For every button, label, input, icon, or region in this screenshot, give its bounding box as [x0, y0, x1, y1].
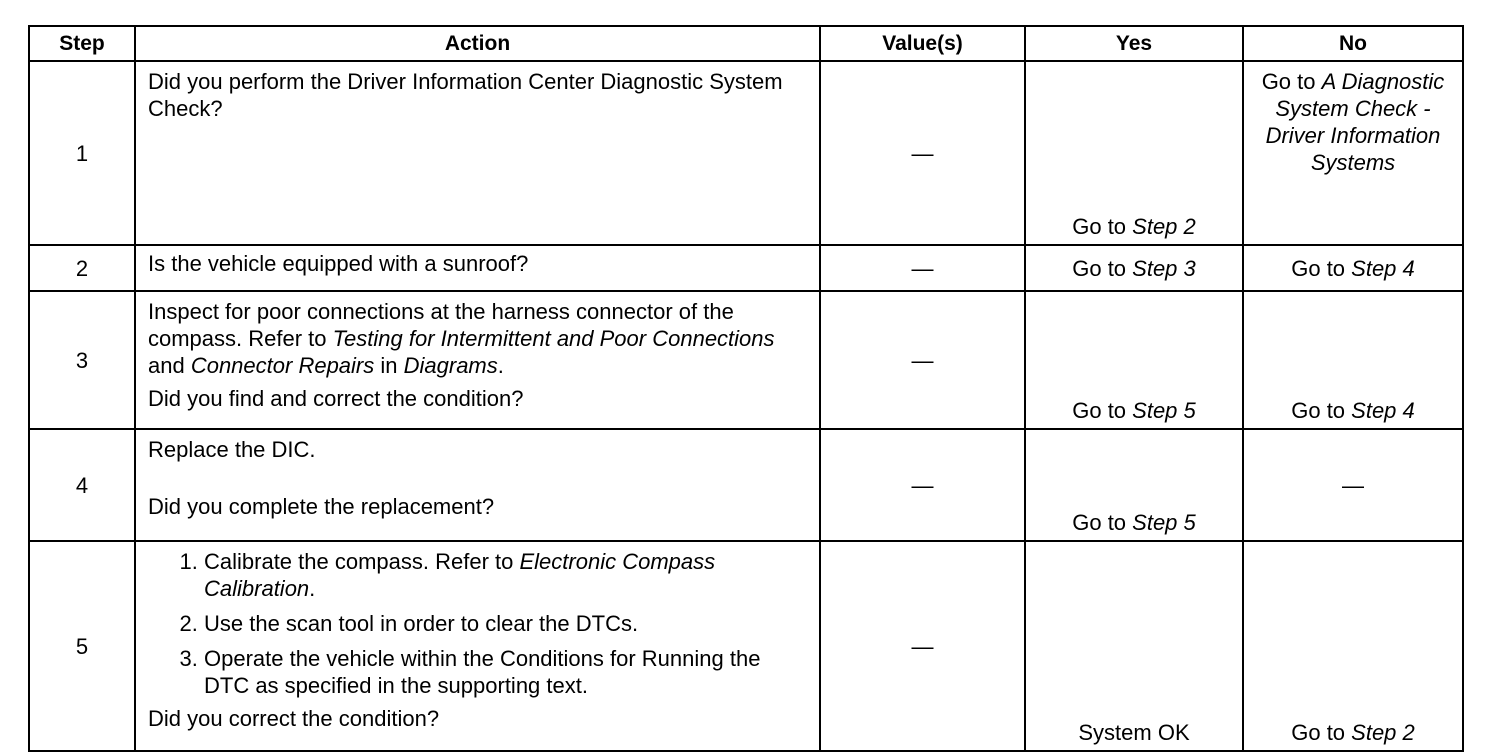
- reference-connector-repairs-link[interactable]: Connector Repairs: [190, 353, 375, 378]
- no-prefix: Go to: [1261, 69, 1322, 94]
- yes-prefix: Go to: [1072, 255, 1133, 281]
- no-cell: [1243, 61, 1463, 245]
- list-item: 3. Operate the vehicle within the Conditions for Running the DTC as specified in the supporting text.: [204, 645, 809, 699]
- no-step-link[interactable]: Step 4: [1351, 398, 1415, 423]
- action-question: Did you correct the condition?: [148, 706, 440, 731]
- action-question: Did you find and correct the condition?: [148, 386, 524, 411]
- table-row: [29, 245, 1463, 291]
- value-cell: —: [820, 245, 1025, 291]
- diagnostic-table: [28, 25, 1464, 752]
- yes-cell: [1025, 291, 1243, 429]
- no-cell: [1243, 245, 1463, 291]
- table-header-row: [29, 26, 1463, 61]
- yes-cell: System OK: [1025, 541, 1243, 751]
- yes-step-link[interactable]: Step 2: [1132, 214, 1196, 239]
- no-diagnostic-check-link[interactable]: A Diagnostic System Check - Driver Information Systems: [1265, 69, 1445, 175]
- action-text: and: [148, 353, 191, 378]
- header-values: Value(s): [820, 26, 1025, 61]
- yes-prefix: Go to: [1072, 214, 1133, 239]
- table-row: [29, 291, 1463, 429]
- action-cell: [135, 291, 820, 429]
- table-row: [29, 541, 1463, 751]
- header-step: Step: [29, 26, 135, 61]
- value-cell: —: [820, 291, 1025, 429]
- no-cell: [1243, 541, 1463, 751]
- list-item: [204, 548, 809, 602]
- step-number: 5: [29, 541, 135, 751]
- step-number: 1: [29, 61, 135, 245]
- step-number: 4: [29, 429, 135, 541]
- no-cell: —: [1243, 429, 1463, 541]
- yes-cell: [1025, 61, 1243, 245]
- action-text: .: [497, 353, 504, 378]
- value-cell: —: [820, 61, 1025, 245]
- yes-prefix: Go to: [1072, 510, 1133, 535]
- reference-testing-link[interactable]: Testing for Intermittent and Poor Connections: [332, 326, 775, 351]
- list-item-text: Calibrate the compass. Refer to: [204, 549, 520, 574]
- action-text: Is the vehicle equipped with a sunroof?: [148, 251, 529, 276]
- no-prefix: Go to: [1291, 720, 1352, 745]
- reference-diagrams-link[interactable]: Diagrams: [403, 353, 498, 378]
- action-cell: [135, 245, 820, 291]
- action-question: Did you complete the replacement?: [148, 494, 495, 519]
- action-instruction: Replace the DIC.: [148, 437, 316, 462]
- diagnostic-table-sheet: [28, 25, 1464, 752]
- no-prefix: Go to: [1291, 255, 1352, 281]
- list-item-text: .: [309, 576, 316, 601]
- procedure-list: [148, 548, 809, 699]
- header-yes: Yes: [1025, 26, 1243, 61]
- header-no: No: [1243, 26, 1463, 61]
- action-text: Inspect for poor connections at the harness connector of the compass. Refer to: [148, 299, 734, 351]
- action-cell: [135, 61, 820, 245]
- no-step-link[interactable]: Step 2: [1351, 720, 1415, 745]
- yes-step-link[interactable]: Step 5: [1132, 398, 1196, 423]
- reference-compass-calibration-link[interactable]: Electronic Compass Calibration: [204, 549, 716, 601]
- yes-step-link[interactable]: Step 5: [1132, 510, 1196, 535]
- action-text: Did you perform the Driver Information Center Diagnostic System Check?: [148, 69, 783, 121]
- no-cell: [1243, 291, 1463, 429]
- yes-cell: [1025, 245, 1243, 291]
- list-item: 2. Use the scan tool in order to clear the DTCs.: [204, 610, 809, 637]
- yes-prefix: Go to: [1072, 398, 1133, 423]
- step-number: 3: [29, 291, 135, 429]
- table-row: [29, 61, 1463, 245]
- action-instruction: [148, 298, 809, 379]
- yes-cell: [1025, 429, 1243, 541]
- header-action: Action: [135, 26, 820, 61]
- step-number: 2: [29, 245, 135, 291]
- action-text: in: [374, 353, 404, 378]
- value-cell: —: [820, 429, 1025, 541]
- no-step-link[interactable]: Step 4: [1351, 255, 1415, 281]
- value-cell: —: [820, 541, 1025, 751]
- action-cell: [135, 429, 820, 541]
- yes-step-link[interactable]: Step 3: [1132, 255, 1196, 281]
- no-prefix: Go to: [1291, 398, 1352, 423]
- action-cell: [135, 541, 820, 751]
- table-row: [29, 429, 1463, 541]
